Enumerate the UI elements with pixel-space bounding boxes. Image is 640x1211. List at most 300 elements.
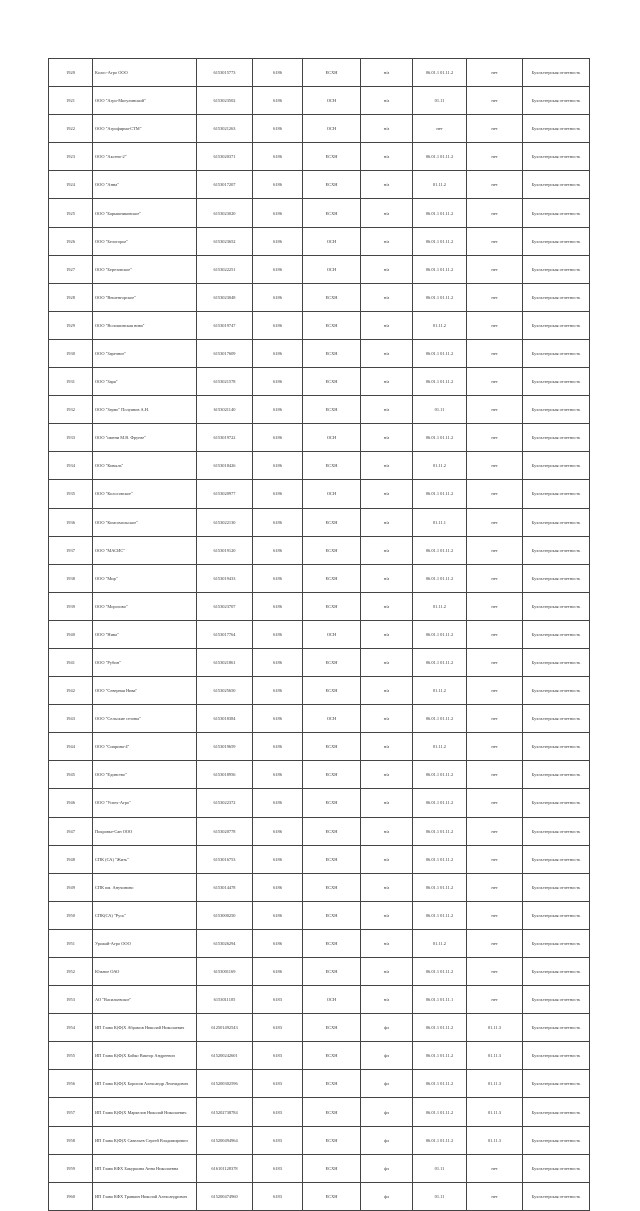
table-row [49,199,590,227]
tax-regime-cell: ЕСХН [303,1154,361,1182]
sub-okved-cell: нет [467,817,523,845]
okved-cell: 06.01.1 01.11.2 [413,255,467,283]
code-cell: 6183 [253,1154,303,1182]
okved-cell: 01.11 [413,87,467,115]
okved-cell: 06.01.1 01.11.2 [413,368,467,396]
entity-type-cell: н/а [361,396,413,424]
sub-okved-cell: нет [467,115,523,143]
report-type-cell: Бухгалтерская отчетность [523,789,590,817]
row-number: 1957 [49,1098,93,1126]
okved-cell: 06.01.1 01.11.2 [413,1014,467,1042]
tax-regime-cell: ЕСХН [303,901,361,929]
okved-cell: 06.01.1 01.11.1 [413,986,467,1014]
okved-cell: 06.01.1 01.11.2 [413,59,467,87]
organization-name: ООО "Анна" [93,171,197,199]
inn-cell: 616101128378 [197,1154,253,1182]
table-row [49,87,590,115]
table-row [49,1154,590,1182]
entity-type-cell: н/а [361,648,413,676]
organization-name: ООО "МАСИС" [93,536,197,564]
tax-regime-cell: ЕСХН [303,508,361,536]
row-number: 1946 [49,789,93,817]
okved-cell: 06.01.1 01.11.2 [413,1098,467,1126]
registry-table [48,58,590,1211]
table-row [49,508,590,536]
inn-cell: 6153014478 [197,873,253,901]
tax-regime-cell: ОСН [303,986,361,1014]
okved-cell: 01.11.2 [413,311,467,339]
sub-okved-cell: нет [467,901,523,929]
inn-cell: 6153011105 [197,986,253,1014]
okved-cell: 06.01.1 01.11.2 [413,1126,467,1154]
organization-name: ООО "Барышниковское" [93,199,197,227]
code-cell: 6186 [253,283,303,311]
tax-regime-cell: ЕСХН [303,283,361,311]
inn-cell: 6153020977 [197,480,253,508]
sub-okved-cell: нет [467,873,523,901]
row-number: 1926 [49,227,93,255]
organization-name: ИП Глава К(Ф)Х Борисов Александр Леонидович [93,1070,197,1098]
table-row [49,368,590,396]
organization-name: Покровье-Сан ООО [93,817,197,845]
organization-name: ООО "Заречное" [93,339,197,367]
tax-regime-cell: ЕСХН [303,339,361,367]
code-cell: 6183 [253,1070,303,1098]
code-cell: 6186 [253,424,303,452]
table-row [49,283,590,311]
sub-okved-cell: нет [467,677,523,705]
sub-okved-cell: нет [467,452,523,480]
report-type-cell: Бухгалтерская отчетность [523,1154,590,1182]
table-row [49,620,590,648]
row-number: 1930 [49,339,93,367]
sub-okved-cell: нет [467,368,523,396]
organization-name: ООО "Сиприна-4" [93,733,197,761]
report-type-cell: Бухгалтерская отчетность [523,424,590,452]
row-number: 1922 [49,115,93,143]
okved-cell: 06.01.1 01.11.2 [413,873,467,901]
entity-type-cell: н/а [361,929,413,957]
code-cell: 6186 [253,929,303,957]
inn-cell: 6153019433 [197,564,253,592]
report-type-cell: Бухгалтерская отчетность [523,817,590,845]
report-type-cell: Бухгалтерская отчетность [523,986,590,1014]
entity-type-cell: фл [361,1126,413,1154]
okved-cell: 01.11.2 [413,171,467,199]
entity-type-cell: н/а [361,87,413,115]
table-row [49,761,590,789]
row-number: 1954 [49,1014,93,1042]
organization-name: ООО "Волошинская нива" [93,311,197,339]
report-type-cell: Бухгалтерская отчетность [523,452,590,480]
code-cell: 6186 [253,59,303,87]
inn-cell: 612501492543 [197,1014,253,1042]
tax-regime-cell: ЕСХН [303,368,361,396]
report-type-cell: Бухгалтерская отчетность [523,733,590,761]
entity-type-cell: фл [361,1154,413,1182]
okved-cell: 06.01.1 01.11.2 [413,845,467,873]
report-type-cell: Бухгалтерская отчетность [523,620,590,648]
sub-okved-cell: 01.11.3 [467,1014,523,1042]
sub-okved-cell: нет [467,845,523,873]
organization-name: ИП Глава К(Ф)Х Савельев Сергей Владимирович [93,1126,197,1154]
okved-cell: 06.01.1 01.11.2 [413,424,467,452]
code-cell: 6186 [253,845,303,873]
organization-name: ООО "Колосовское" [93,480,197,508]
report-type-cell: Бухгалтерская отчетность [523,199,590,227]
inn-cell: 6153017207 [197,171,253,199]
entity-type-cell: н/а [361,986,413,1014]
table-row [49,958,590,986]
row-number: 1945 [49,761,93,789]
entity-type-cell: н/а [361,171,413,199]
okved-cell: 06.01.1 01.11.2 [413,283,467,311]
okved-cell: 01.11 [413,1154,467,1182]
code-cell: 6186 [253,761,303,789]
table-row [49,424,590,452]
tax-regime-cell: ЕСХН [303,648,361,676]
organization-name: ИП Глава КФХ Бакуркина Анна Николаевна [93,1154,197,1182]
okved-cell: 06.01.1 01.11.2 [413,761,467,789]
inn-cell: 6153022251 [197,255,253,283]
inn-cell: 6153022130 [197,508,253,536]
table-row [49,1014,590,1042]
okved-cell: 06.01.1 01.11.2 [413,143,467,171]
sub-okved-cell: нет [467,986,523,1014]
entity-type-cell: н/а [361,311,413,339]
entity-type-cell: н/а [361,564,413,592]
organization-name: ООО "Ковыль" [93,452,197,480]
code-cell: 6186 [253,789,303,817]
okved-cell: 06.01.1 01.11.2 [413,227,467,255]
okved-cell: 06.01.1 01.11.2 [413,564,467,592]
entity-type-cell: н/а [361,452,413,480]
sub-okved-cell: нет [467,789,523,817]
inn-cell: 6153018384 [197,705,253,733]
inn-cell: 615200242601 [197,1042,253,1070]
code-cell: 6186 [253,508,303,536]
row-number: 1933 [49,424,93,452]
organization-name: ИП Глава К(Ф)Х Абрамов Николай Николаевич [93,1014,197,1042]
report-type-cell: Бухгалтерская отчетность [523,143,590,171]
organization-name: ООО "Успех-Агро" [93,789,197,817]
code-cell: 6186 [253,396,303,424]
inn-cell: 6153025650 [197,677,253,705]
row-number: 1958 [49,1126,93,1154]
sub-okved-cell: нет [467,733,523,761]
entity-type-cell: фл [361,1014,413,1042]
inn-cell: 6153001169 [197,958,253,986]
entity-type-cell: н/а [361,424,413,452]
entity-type-cell: фл [361,1070,413,1098]
code-cell: 6186 [253,873,303,901]
code-cell: 6183 [253,1126,303,1154]
table-row [49,873,590,901]
row-number: 1928 [49,283,93,311]
sub-okved-cell: нет [467,958,523,986]
table-row [49,1182,590,1210]
table-row [49,564,590,592]
inn-cell: 6153022372 [197,789,253,817]
okved-cell: 01.11 [413,1182,467,1210]
table-row [49,339,590,367]
code-cell: 6186 [253,480,303,508]
code-cell: 6186 [253,143,303,171]
organization-name: ИП Глава К(Ф)Х Бойко Виктор Андреевич [93,1042,197,1070]
tax-regime-cell: ЕСХН [303,1098,361,1126]
report-type-cell: Бухгалтерская отчетность [523,255,590,283]
inn-cell: 6153018956 [197,761,253,789]
row-number: 1944 [49,733,93,761]
row-number: 1937 [49,536,93,564]
code-cell: 6186 [253,87,303,115]
tax-regime-cell: ЕСХН [303,143,361,171]
tax-regime-cell: ЕСХН [303,1042,361,1070]
inn-cell: 6153021140 [197,396,253,424]
sub-okved-cell: нет [467,1154,523,1182]
table-row [49,452,590,480]
report-type-cell: Бухгалтерская отчетность [523,87,590,115]
tax-regime-cell: ЕСХН [303,171,361,199]
entity-type-cell: н/а [361,592,413,620]
entity-type-cell: н/а [361,845,413,873]
code-cell: 6186 [253,368,303,396]
tax-regime-cell: ОСН [303,480,361,508]
table-row [49,1126,590,1154]
row-number: 1942 [49,677,93,705]
table-row [49,1070,590,1098]
okved-cell: 01.11.2 [413,733,467,761]
sub-okved-cell: нет [467,255,523,283]
report-type-cell: Бухгалтерская отчетность [523,929,590,957]
report-type-cell: Бухгалтерская отчетность [523,705,590,733]
organization-name: ООО "Нива" [93,620,197,648]
row-number: 1935 [49,480,93,508]
okved-cell: 01.11.1 [413,508,467,536]
sub-okved-cell: нет [467,620,523,648]
table-row [49,1042,590,1070]
tax-regime-cell: ЕСХН [303,958,361,986]
table-row [49,929,590,957]
sub-okved-cell: нет [467,311,523,339]
tax-regime-cell: ЕСХН [303,311,361,339]
tax-regime-cell: ОСН [303,620,361,648]
entity-type-cell: н/а [361,901,413,929]
sub-okved-cell: нет [467,564,523,592]
sub-okved-cell: нет [467,592,523,620]
row-number: 1924 [49,171,93,199]
registry-rows [49,59,590,1211]
inn-cell: 6153021861 [197,648,253,676]
row-number: 1923 [49,143,93,171]
table-row [49,705,590,733]
row-number: 1940 [49,620,93,648]
sub-okved-cell: нет [467,705,523,733]
tax-regime-cell: ЕСХН [303,564,361,592]
table-row [49,480,590,508]
sub-okved-cell: нет [467,339,523,367]
report-type-cell: Бухгалтерская отчетность [523,1098,590,1126]
report-type-cell: Бухгалтерская отчетность [523,368,590,396]
code-cell: 6186 [253,620,303,648]
organization-name: Южное ОАО [93,958,197,986]
table-row [49,143,590,171]
code-cell: 6186 [253,564,303,592]
tax-regime-cell: ЕСХН [303,1126,361,1154]
inn-cell: 6153019747 [197,311,253,339]
organization-name: АО "Васильевское" [93,986,197,1014]
code-cell: 6186 [253,255,303,283]
entity-type-cell: н/а [361,677,413,705]
code-cell: 6183 [253,1182,303,1210]
inn-cell: 615202738784 [197,1098,253,1126]
row-number: 1936 [49,508,93,536]
organization-name: ООО "Мир" [93,564,197,592]
row-number: 1927 [49,255,93,283]
entity-type-cell: н/а [361,620,413,648]
tax-regime-cell: ОСН [303,705,361,733]
report-type-cell: Бухгалтерская отчетность [523,1126,590,1154]
inn-cell: 6153019120 [197,536,253,564]
organization-name: ООО "Вешенгорское" [93,283,197,311]
report-type-cell: Бухгалтерская отчетность [523,677,590,705]
organization-name: ООО "Заря" [93,368,197,396]
tax-regime-cell: ЕСХН [303,1014,361,1042]
table-row [49,227,590,255]
report-type-cell: Бухгалтерская отчетность [523,901,590,929]
inn-cell: 6153020778 [197,817,253,845]
tax-regime-cell: ЕСХН [303,1182,361,1210]
tax-regime-cell: ЕСХН [303,817,361,845]
row-number: 1920 [49,59,93,87]
row-number: 1921 [49,87,93,115]
okved-cell: 06.01.1 01.11.2 [413,817,467,845]
report-type-cell: Бухгалтерская отчетность [523,536,590,564]
inn-cell: 6153000250 [197,901,253,929]
sub-okved-cell: нет [467,283,523,311]
entity-type-cell: фл [361,1042,413,1070]
inn-cell: 6153023707 [197,592,253,620]
table-row [49,59,590,87]
organization-name: ООО "Агрофирма-СТМ" [93,115,197,143]
okved-cell: 06.01.1 01.11.2 [413,1042,467,1070]
tax-regime-cell: ЕСХН [303,873,361,901]
inn-cell: 6153018426 [197,452,253,480]
row-number: 1949 [49,873,93,901]
entity-type-cell: н/а [361,255,413,283]
report-type-cell: Бухгалтерская отчетность [523,115,590,143]
report-type-cell: Бухгалтерская отчетность [523,227,590,255]
tax-regime-cell: ЕСХН [303,845,361,873]
inn-cell: 6153015773 [197,59,253,87]
row-number: 1955 [49,1042,93,1070]
entity-type-cell: н/а [361,761,413,789]
row-number: 1947 [49,817,93,845]
organization-name: ООО "Белогорье" [93,227,197,255]
tax-regime-cell: ЕСХН [303,733,361,761]
entity-type-cell: н/а [361,480,413,508]
row-number: 1956 [49,1070,93,1098]
code-cell: 6183 [253,1042,303,1070]
row-number: 1932 [49,396,93,424]
okved-cell: 06.01.1 01.11.2 [413,536,467,564]
sub-okved-cell: 01.11.3 [467,1126,523,1154]
organization-name: ООО "Березовское" [93,255,197,283]
entity-type-cell: н/а [361,283,413,311]
report-type-cell: Бухгалтерская отчетность [523,480,590,508]
row-number: 1952 [49,958,93,986]
report-type-cell: Бухгалтерская отчетность [523,564,590,592]
table-row [49,592,590,620]
organization-name: СПК (СА) "Жить" [93,845,197,873]
table-row [49,311,590,339]
sub-okved-cell: 01.11.3 [467,1042,523,1070]
tax-regime-cell: ЕСХН [303,1070,361,1098]
report-type-cell: Бухгалтерская отчетность [523,339,590,367]
entity-type-cell: н/а [361,59,413,87]
table-row [49,986,590,1014]
row-number: 1941 [49,648,93,676]
report-type-cell: Бухгалтерская отчетность [523,845,590,873]
report-type-cell: Бухгалтерская отчетность [523,761,590,789]
code-cell: 6186 [253,536,303,564]
table-row [49,171,590,199]
code-cell: 6186 [253,817,303,845]
table-row [49,1098,590,1126]
tax-regime-cell: ЕСХН [303,396,361,424]
organization-name: ООО "Сельские сезоны" [93,705,197,733]
sub-okved-cell: нет [467,143,523,171]
row-number: 1943 [49,705,93,733]
entity-type-cell: н/а [361,958,413,986]
entity-type-cell: н/а [361,705,413,733]
report-type-cell: Бухгалтерская отчетность [523,508,590,536]
tax-regime-cell: ОСН [303,255,361,283]
inn-cell: 6153017609 [197,339,253,367]
tax-regime-cell: ОСН [303,87,361,115]
okved-cell: нет [413,115,467,143]
tax-regime-cell: ОСН [303,424,361,452]
code-cell: 6186 [253,677,303,705]
entity-type-cell: н/а [361,368,413,396]
table-row [49,396,590,424]
organization-name: ООО "Агро-Мигулинский" [93,87,197,115]
organization-name: Колос-Агро ООО [93,59,197,87]
okved-cell: 06.01.1 01.11.2 [413,199,467,227]
entity-type-cell: н/а [361,115,413,143]
tax-regime-cell: ЕСХН [303,789,361,817]
tax-regime-cell: ЕСХН [303,677,361,705]
report-type-cell: Бухгалтерская отчетность [523,171,590,199]
entity-type-cell: н/а [361,817,413,845]
code-cell: 6186 [253,733,303,761]
organization-name: ООО "Морозово" [93,592,197,620]
inn-cell: 615200474960 [197,1182,253,1210]
row-number: 1959 [49,1154,93,1182]
tax-regime-cell: ОСН [303,115,361,143]
organization-name: ООО "Единство" [93,761,197,789]
okved-cell: 06.01.1 01.11.2 [413,789,467,817]
table-row [49,677,590,705]
organization-name: ООО "Рубин" [93,648,197,676]
code-cell: 6186 [253,227,303,255]
report-type-cell: Бухгалтерская отчетность [523,873,590,901]
code-cell: 6183 [253,986,303,1014]
okved-cell: 06.01.1 01.11.2 [413,901,467,929]
inn-cell: 615200494964 [197,1126,253,1154]
organization-name: Урожай-Агро ООО [93,929,197,957]
sub-okved-cell: нет [467,648,523,676]
